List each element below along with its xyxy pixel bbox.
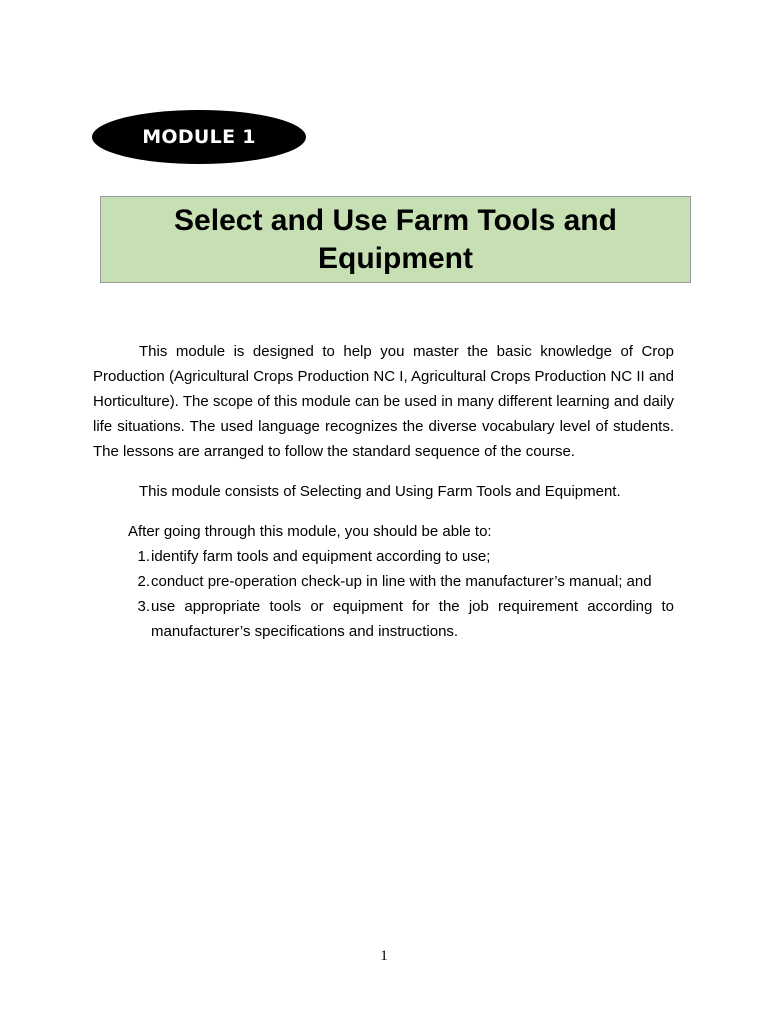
module-badge-label: MODULE 1 (142, 126, 256, 148)
list-item-number: 3. (137, 598, 150, 615)
list-item-number: 2. (137, 573, 150, 590)
page-title: Select and Use Farm Tools and Equipment (174, 203, 617, 275)
module-contents-paragraph: This module consists of Selecting and Using Farm Tools and Equipment. (139, 483, 621, 500)
list-item-text: use appropriate tools or equipment for the job requirement according to manufacturer’s specifications and instructions. (151, 598, 674, 640)
list-item (128, 569, 674, 594)
page-number: 1 (380, 948, 388, 964)
module-badge (92, 110, 306, 164)
list-item-number: 1. (137, 548, 150, 565)
intro-paragraph: This module is designed to help you master the basic knowledge of Crop Production (Agricultural Crops Production NC I, Agricultural Crops Production NC II and Horticulture). The scope of this module can be used in many different learning and daily life situations. The used language recognizes the diverse vocabulary level of students. The lessons are arranged to follow the standard sequence of the course. (93, 343, 674, 460)
objectives-intro: After going through this module, you should be able to: (128, 523, 492, 540)
list-item-text: identify farm tools and equipment according to use; (151, 548, 491, 565)
title-banner (100, 196, 691, 283)
list-item (128, 544, 674, 569)
list-item-text: conduct pre-operation check-up in line with the manufacturer’s manual; and (151, 573, 652, 590)
objectives-list (128, 544, 674, 644)
list-item (128, 594, 674, 644)
